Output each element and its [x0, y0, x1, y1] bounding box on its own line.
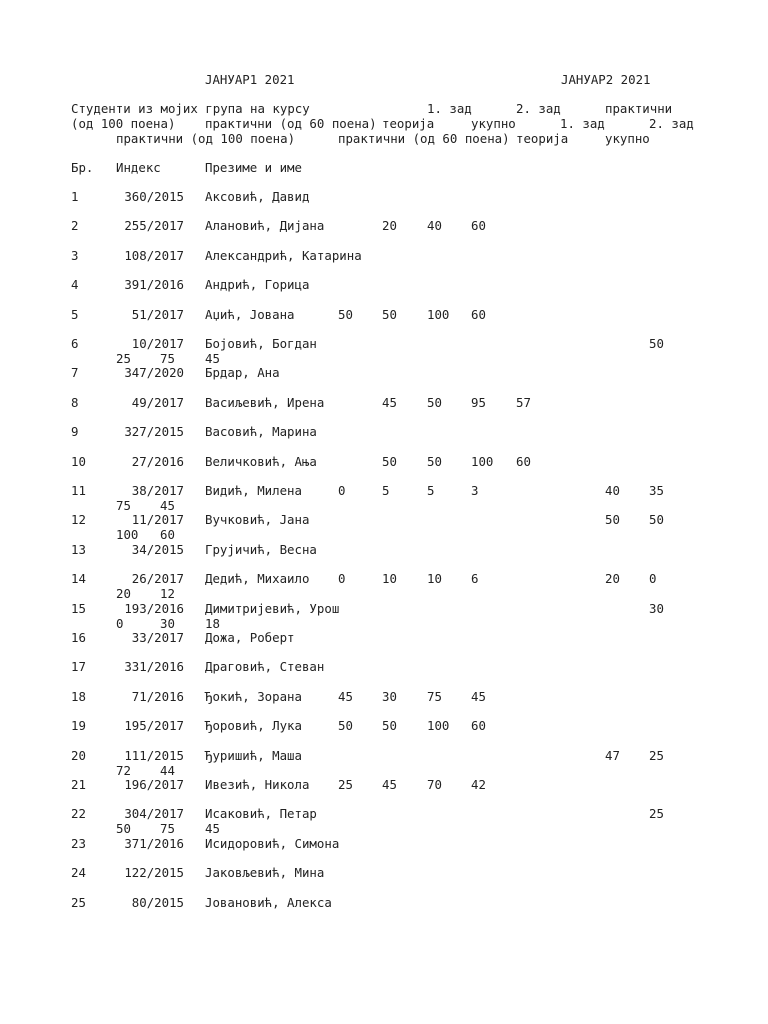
- row-name: Величковић, Ања: [205, 454, 317, 469]
- score-a: 50: [338, 718, 353, 733]
- score-g: 25: [649, 806, 664, 821]
- score-g: 50: [649, 336, 664, 351]
- row-number: 14: [71, 571, 86, 586]
- score-c: 100: [427, 307, 450, 322]
- score-f: 47: [605, 748, 620, 763]
- score-wrap-w2: 75: [160, 821, 175, 836]
- header-line3-a: практични (од 100 поена): [116, 131, 296, 146]
- row-number: 23: [71, 836, 86, 851]
- row-index: 347/2020: [124, 365, 184, 380]
- header-line2-f: 2. зад: [649, 116, 694, 131]
- score-c: 70: [427, 777, 442, 792]
- score-wrap-w2: 44: [160, 763, 175, 778]
- header-line2-a: (од 100 поена): [71, 116, 176, 131]
- score-wrap-w1: 0: [116, 616, 124, 631]
- row-name: Ивезић, Никола: [205, 777, 310, 792]
- row-index: 391/2016: [124, 277, 184, 292]
- row-name: Александрић, Катарина: [205, 248, 362, 263]
- score-b: 50: [382, 454, 397, 469]
- row-number: 16: [71, 630, 86, 645]
- score-d: 42: [471, 777, 486, 792]
- score-e: 57: [516, 395, 531, 410]
- row-number: 19: [71, 718, 86, 733]
- row-index: 26/2017: [131, 571, 184, 586]
- score-b: 10: [382, 571, 397, 586]
- score-g: 25: [649, 748, 664, 763]
- row-index: 304/2017: [124, 806, 184, 821]
- score-wrap-w1: 72: [116, 763, 131, 778]
- row-number: 17: [71, 659, 86, 674]
- row-number: 7: [71, 365, 79, 380]
- row-name: Ђокић, Зорана: [205, 689, 302, 704]
- score-g: 0: [649, 571, 657, 586]
- row-number: 18: [71, 689, 86, 704]
- row-name: Јаковљевић, Мина: [205, 865, 325, 880]
- row-number: 6: [71, 336, 79, 351]
- row-number: 2: [71, 218, 79, 233]
- row-name: Брдар, Ана: [205, 365, 280, 380]
- row-name: Аксовић, Давид: [205, 189, 310, 204]
- score-wrap-w1: 75: [116, 498, 131, 513]
- row-index: 33/2017: [131, 630, 184, 645]
- row-number: 25: [71, 895, 86, 910]
- score-f: 50: [605, 512, 620, 527]
- january1-title: ЈАНУАР1 2021: [205, 72, 295, 87]
- score-d: 45: [471, 689, 486, 704]
- score-wrap-w3: 45: [205, 821, 220, 836]
- row-number: 21: [71, 777, 86, 792]
- row-index: 360/2015: [124, 189, 184, 204]
- score-g: 50: [649, 512, 664, 527]
- score-wrap-w1: 25: [116, 351, 131, 366]
- row-name: Ђоровић, Лука: [205, 718, 302, 733]
- row-name: Исидоровић, Симона: [205, 836, 340, 851]
- row-number: 10: [71, 454, 86, 469]
- row-index: 255/2017: [124, 218, 184, 233]
- row-index: 331/2016: [124, 659, 184, 674]
- row-name: Аџић, Јована: [205, 307, 295, 322]
- score-b: 30: [382, 689, 397, 704]
- score-a: 25: [338, 777, 353, 792]
- score-c: 10: [427, 571, 442, 586]
- header-line3-c: теорија: [516, 131, 569, 146]
- score-f: 20: [605, 571, 620, 586]
- row-name: Исаковић, Петар: [205, 806, 317, 821]
- row-number: 3: [71, 248, 79, 263]
- score-d: 60: [471, 218, 486, 233]
- header-line2-c: теорија: [382, 116, 435, 131]
- row-index: 196/2017: [124, 777, 184, 792]
- row-index: 195/2017: [124, 718, 184, 733]
- score-c: 75: [427, 689, 442, 704]
- score-d: 60: [471, 307, 486, 322]
- header-line1-a: Студенти из мојих група на курсу: [71, 101, 310, 116]
- row-name: Бојовић, Богдан: [205, 336, 317, 351]
- score-a: 0: [338, 571, 346, 586]
- score-a: 0: [338, 483, 346, 498]
- score-wrap-w1: 20: [116, 586, 131, 601]
- row-name: Видић, Милена: [205, 483, 302, 498]
- column-header-name: Презиме и име: [205, 160, 302, 175]
- score-d: 95: [471, 395, 486, 410]
- header-line2-e: 1. зад: [560, 116, 605, 131]
- score-a: 50: [338, 307, 353, 322]
- row-name: Васиљевић, Ирена: [205, 395, 325, 410]
- score-wrap-w2: 60: [160, 527, 175, 542]
- row-index: 49/2017: [131, 395, 184, 410]
- header-line2-d: укупно: [471, 116, 516, 131]
- row-number: 4: [71, 277, 79, 292]
- score-b: 50: [382, 307, 397, 322]
- header-line2-b: практични (од 60 поена): [205, 116, 377, 131]
- score-a: 45: [338, 689, 353, 704]
- row-number: 9: [71, 424, 79, 439]
- row-number: 24: [71, 865, 86, 880]
- row-index: 10/2017: [131, 336, 184, 351]
- row-number: 12: [71, 512, 86, 527]
- row-index: 71/2016: [131, 689, 184, 704]
- score-d: 100: [471, 454, 494, 469]
- score-c: 40: [427, 218, 442, 233]
- row-index: 111/2015: [124, 748, 184, 763]
- row-index: 38/2017: [131, 483, 184, 498]
- score-f: 40: [605, 483, 620, 498]
- score-wrap-w3: 45: [205, 351, 220, 366]
- row-number: 15: [71, 601, 86, 616]
- score-b: 45: [382, 395, 397, 410]
- row-index: 51/2017: [131, 307, 184, 322]
- header-line3-b: практични (од 60 поена): [338, 131, 510, 146]
- header-line1-c: 2. зад: [516, 101, 561, 116]
- score-wrap-w1: 50: [116, 821, 131, 836]
- score-b: 5: [382, 483, 390, 498]
- row-name: Алановић, Дијана: [205, 218, 325, 233]
- row-number: 22: [71, 806, 86, 821]
- row-name: Ђуришић, Маша: [205, 748, 302, 763]
- row-name: Андрић, Горица: [205, 277, 310, 292]
- row-name: Грујичић, Весна: [205, 542, 317, 557]
- row-name: Дожа, Роберт: [205, 630, 295, 645]
- column-header-no: Бр.: [71, 160, 94, 175]
- row-name: Димитријевић, Урош: [205, 601, 340, 616]
- score-c: 50: [427, 395, 442, 410]
- score-e: 60: [516, 454, 531, 469]
- score-b: 50: [382, 718, 397, 733]
- row-name: Дедић, Михаило: [205, 571, 310, 586]
- row-index: 122/2015: [124, 865, 184, 880]
- score-wrap-w1: 100: [116, 527, 139, 542]
- score-c: 5: [427, 483, 435, 498]
- score-wrap-w2: 12: [160, 586, 175, 601]
- row-index: 34/2015: [131, 542, 184, 557]
- row-index: 11/2017: [131, 512, 184, 527]
- header-line3-d: укупно: [605, 131, 650, 146]
- row-name: Јовановић, Алекса: [205, 895, 332, 910]
- row-name: Вучковић, Јана: [205, 512, 310, 527]
- row-index: 193/2016: [124, 601, 184, 616]
- row-name: Драговић, Стеван: [205, 659, 325, 674]
- score-wrap-w2: 30: [160, 616, 175, 631]
- row-index: 371/2016: [124, 836, 184, 851]
- row-number: 5: [71, 307, 79, 322]
- january2-title: ЈАНУАР2 2021: [561, 72, 651, 87]
- score-b: 20: [382, 218, 397, 233]
- score-d: 3: [471, 483, 479, 498]
- row-index: 80/2015: [131, 895, 184, 910]
- score-d: 60: [471, 718, 486, 733]
- score-c: 50: [427, 454, 442, 469]
- score-wrap-w2: 75: [160, 351, 175, 366]
- row-number: 13: [71, 542, 86, 557]
- score-g: 30: [649, 601, 664, 616]
- score-d: 6: [471, 571, 479, 586]
- header-line1-d: практични: [605, 101, 673, 116]
- row-name: Васовић, Марина: [205, 424, 317, 439]
- score-b: 45: [382, 777, 397, 792]
- row-index: 27/2016: [131, 454, 184, 469]
- score-g: 35: [649, 483, 664, 498]
- column-header-index: Индекс: [116, 160, 161, 175]
- row-number: 20: [71, 748, 86, 763]
- row-number: 1: [71, 189, 79, 204]
- score-wrap-w2: 45: [160, 498, 175, 513]
- row-number: 11: [71, 483, 86, 498]
- header-line1-b: 1. зад: [427, 101, 472, 116]
- score-wrap-w3: 18: [205, 616, 220, 631]
- score-c: 100: [427, 718, 450, 733]
- row-index: 108/2017: [124, 248, 184, 263]
- row-number: 8: [71, 395, 79, 410]
- row-index: 327/2015: [124, 424, 184, 439]
